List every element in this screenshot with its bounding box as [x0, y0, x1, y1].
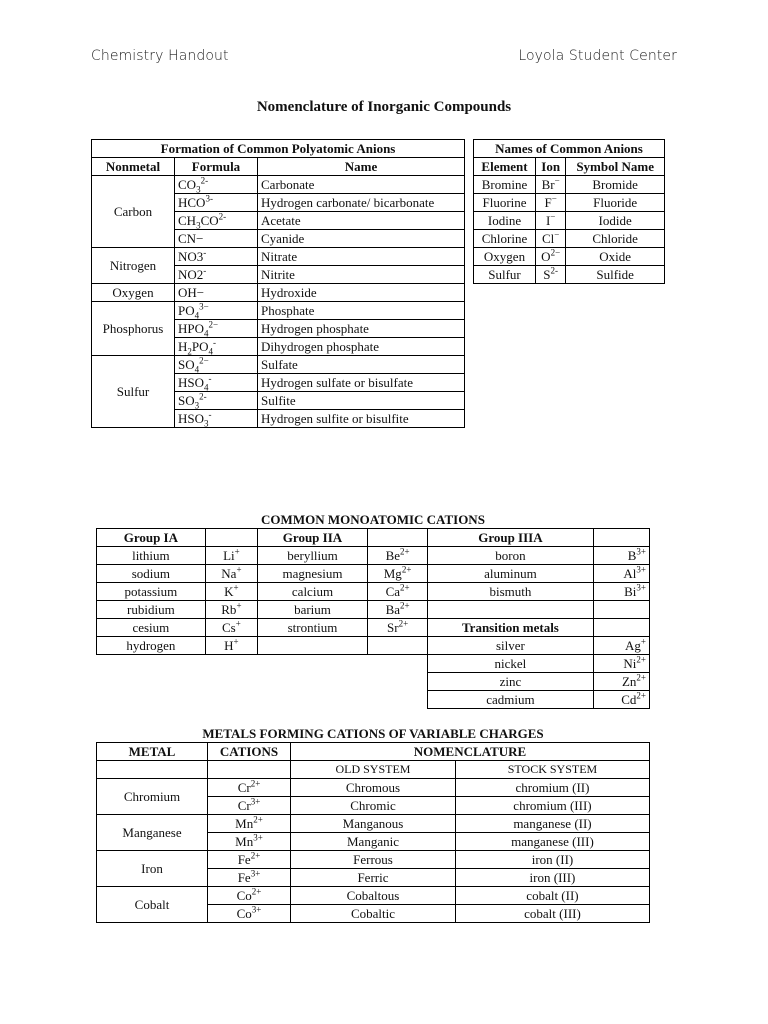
col-nonmetal: Nonmetal: [92, 158, 175, 176]
ion-cell: [536, 248, 566, 266]
col-formula: Formula: [175, 158, 258, 176]
formula-base: SO: [178, 357, 195, 372]
formula-cell: [175, 320, 258, 338]
anion-name-cell: Hydrogen sulfite or bisulfite: [258, 410, 465, 428]
empty-cell: [367, 691, 427, 709]
ion-symbol: F: [544, 195, 552, 210]
cation-symbol: Cs: [221, 620, 236, 635]
cation-charge: 2+: [251, 886, 262, 897]
anion-name-cell: Dihydrogen phosphate: [258, 338, 465, 356]
cation-symbol: Mn: [235, 834, 254, 849]
symbol-name-cell: Bromide: [566, 176, 665, 194]
cation-symbol: Cd: [621, 692, 637, 707]
anion-name-cell: Phosphate: [258, 302, 465, 320]
old-system-name: Chromous: [291, 779, 456, 797]
group-iia-name: magnesium: [258, 565, 368, 583]
metal-cell: Chromium: [97, 779, 208, 815]
group-ia-symbol: [205, 601, 257, 619]
nonmetal-cell: Oxygen: [92, 284, 175, 302]
group-ia-header: Group IA: [97, 529, 206, 547]
formula-base-2: PO: [191, 339, 209, 354]
group-iiia-name: boron: [428, 547, 593, 565]
empty-cell: [258, 673, 368, 691]
old-system-name: Cobaltous: [291, 887, 456, 905]
formula-charge: -: [203, 247, 207, 258]
cations-caption: COMMON MONOATOMIC CATIONS: [261, 512, 485, 527]
empty-cell: [367, 655, 427, 673]
ion-symbol: I: [545, 213, 551, 228]
ion-cell: [536, 194, 566, 212]
col-symbol-name: Symbol Name: [566, 158, 665, 176]
group-iia-symbol: [367, 601, 427, 619]
nonmetal-cell: Carbon: [92, 176, 175, 248]
formula-base: NO2: [178, 267, 204, 282]
group-iiia-header: Group IIIA: [428, 529, 593, 547]
group-iia-symbol: [367, 583, 427, 601]
formula-cell: [175, 266, 258, 284]
old-system-name: Manganous: [291, 815, 456, 833]
empty-cell: [97, 691, 206, 709]
formula-base: CO: [178, 177, 197, 192]
polyatomic-anions-table: [91, 139, 465, 428]
ion-charge: 2−: [550, 247, 561, 258]
cation-symbol: Rb: [221, 602, 237, 617]
formula-subscript-2: 4: [208, 346, 214, 357]
cation-charge: +: [236, 564, 242, 575]
formula-charge: -: [208, 373, 212, 384]
cation-charge: 3+: [251, 904, 262, 915]
ion-symbol: O: [541, 249, 551, 264]
formula-base: SO: [178, 393, 195, 408]
anion-name-cell: Acetate: [258, 212, 465, 230]
formula-cell: [175, 374, 258, 392]
table-row: [97, 565, 650, 583]
group-ia-symbol-header: [205, 529, 257, 547]
group-iiia-name: bismuth: [428, 583, 593, 601]
cation-cell: [208, 869, 291, 887]
cation-charge: 2+: [250, 850, 261, 861]
group-iia-name: beryllium: [258, 547, 368, 565]
cation-charge: 2+: [636, 690, 646, 701]
col-element: Element: [474, 158, 536, 176]
cation-charge: +: [234, 546, 240, 557]
empty-cell: [97, 673, 206, 691]
group-ia-name: sodium: [97, 565, 206, 583]
group-iia-name: calcium: [258, 583, 368, 601]
cation-symbol: Cr: [237, 798, 251, 813]
formula-base: CN: [178, 231, 197, 246]
ion-charge: −: [554, 229, 560, 240]
anion-name-cell: Hydroxide: [258, 284, 465, 302]
stock-system-name: manganese (II): [455, 815, 649, 833]
anion-name-cell: Nitrate: [258, 248, 465, 266]
cation-symbol: Na: [221, 566, 237, 581]
ion-charge: 2-: [550, 265, 559, 276]
cation-charge: 3+: [636, 564, 646, 575]
cation-cell: [208, 797, 291, 815]
cation-symbol: Ni: [623, 656, 637, 671]
group-iia-symbol: [367, 565, 427, 583]
formula-cell: [175, 176, 258, 194]
formula-charge: −: [196, 285, 205, 300]
table-row: [97, 637, 650, 655]
stock-system-name: iron (III): [455, 869, 649, 887]
cation-charge: 2+: [400, 582, 410, 593]
metal-cell: Manganese: [97, 815, 208, 851]
anion-name-cell: Hydrogen phosphate: [258, 320, 465, 338]
element-cell: Chlorine: [474, 230, 536, 248]
group-iiia-symbol: [593, 601, 649, 619]
transition-name: zinc: [428, 673, 593, 691]
formula-cell: [175, 302, 258, 320]
empty-cell: [258, 655, 368, 673]
cation-symbol: Li: [223, 548, 235, 563]
table-row: [97, 583, 650, 601]
element-cell: Sulfur: [474, 266, 536, 284]
transition-symbol: [593, 691, 649, 709]
element-cell: Bromine: [474, 176, 536, 194]
formula-subscript: 2: [187, 346, 192, 357]
formula-cell: [175, 248, 258, 266]
nonmetal-cell: Phosphorus: [92, 302, 175, 356]
ion-cell: [536, 230, 566, 248]
header-left: Chemistry Handout: [91, 48, 229, 64]
cation-charge: 2+: [401, 564, 412, 575]
empty-cell: [367, 673, 427, 691]
cation-symbol: Fe: [237, 852, 251, 867]
symbol-name-cell: Iodide: [566, 212, 665, 230]
formula-base: CH: [178, 213, 197, 228]
element-cell: Fluorine: [474, 194, 536, 212]
common-anions-table: [473, 139, 665, 284]
metal-cell: Iron: [97, 851, 208, 887]
stock-system-name: iron (II): [455, 851, 649, 869]
formula-base: HSO: [178, 375, 205, 390]
cation-symbol: Mg: [383, 566, 402, 581]
stock-system-name: chromium (II): [455, 779, 649, 797]
group-iiia-name: silver: [428, 637, 593, 655]
transition-name: nickel: [428, 655, 593, 673]
cation-symbol: K: [224, 584, 234, 599]
formula-charge: −: [196, 231, 204, 246]
cation-symbol: B: [627, 548, 637, 563]
formula-subscript: 4: [204, 328, 209, 339]
group-ia-name: rubidium: [97, 601, 206, 619]
metal-cell: Cobalt: [97, 887, 208, 923]
polyatomic-caption: Formation of Common Polyatomic Anions: [92, 140, 465, 158]
cation-charge: 3+: [636, 546, 646, 557]
formula-cell: [175, 338, 258, 356]
cation-charge: +: [640, 636, 646, 647]
ion-cell: [536, 266, 566, 284]
cation-charge: 3+: [636, 582, 646, 593]
anion-name-cell: Hydrogen sulfate or bisulfate: [258, 374, 465, 392]
formula-base: HCO: [178, 195, 206, 210]
ion-symbol: Cl: [541, 231, 555, 246]
formula-subscript: 3: [196, 220, 201, 231]
ion-symbol: Br: [541, 177, 555, 192]
cation-charge: 2+: [253, 814, 263, 825]
symbol-name-cell: Chloride: [566, 230, 665, 248]
formula-charge: -: [203, 265, 207, 276]
col-cations: CATIONS: [208, 743, 291, 761]
formula-cell: [175, 212, 258, 230]
cation-symbol: Al: [623, 566, 637, 581]
ion-charge: −: [554, 175, 560, 186]
formula-cell: [175, 356, 258, 374]
formula-charge: -: [208, 409, 212, 420]
table-row: [474, 248, 665, 266]
group-iiia-name: aluminum: [428, 565, 593, 583]
formula-subscript: 3: [204, 418, 209, 429]
table-row: [97, 691, 650, 709]
cation-charge: 2+: [398, 618, 409, 629]
formula-subscript: 3: [196, 184, 201, 195]
cation-charge: 3+: [253, 832, 263, 843]
table-row: [92, 176, 465, 194]
transition-header: Transition metals: [428, 619, 593, 637]
cation-charge: +: [233, 582, 239, 593]
table-row: [97, 655, 650, 673]
group-ia-symbol: [205, 637, 257, 655]
col-name: Name: [258, 158, 465, 176]
formula-base-2: CO: [200, 213, 219, 228]
old-system-name: Ferric: [291, 869, 456, 887]
table-row: [92, 356, 465, 374]
formula-base: H: [178, 339, 188, 354]
formula-base: NO3: [178, 249, 204, 264]
formula-cell: [175, 284, 258, 302]
table-row: [474, 212, 665, 230]
cation-symbol: Ba: [385, 602, 401, 617]
formula-charge: 3−: [199, 301, 209, 312]
group-ia-name: potassium: [97, 583, 206, 601]
cation-symbol: Zn: [621, 674, 637, 689]
cation-symbol: Mn: [235, 816, 254, 831]
stock-system-name: chromium (III): [455, 797, 649, 815]
group-iia-name: [258, 637, 368, 655]
old-system-name: Chromic: [291, 797, 456, 815]
group-iiia-symbol: [593, 583, 649, 601]
empty-cell: [258, 691, 368, 709]
formula-charge: 2-: [200, 175, 209, 186]
variable-caption: METALS FORMING CATIONS OF VARIABLE CHARGES: [202, 726, 544, 741]
formula-cell: [175, 410, 258, 428]
cation-charge: 2+: [636, 654, 646, 665]
group-iiia-name: [428, 601, 593, 619]
col-metal: METAL: [97, 743, 208, 761]
empty-cell: [205, 673, 257, 691]
element-cell: Oxygen: [474, 248, 536, 266]
cation-symbol: Co: [236, 906, 252, 921]
ion-charge: −: [550, 211, 556, 222]
old-system-name: Manganic: [291, 833, 456, 851]
col-ion: Ion: [536, 158, 566, 176]
transition-symbol: [593, 673, 649, 691]
cation-symbol: Be: [385, 548, 401, 563]
cation-symbol: H: [224, 638, 234, 653]
group-iia-header: Group IIA: [258, 529, 368, 547]
table-row: [474, 194, 665, 212]
stock-system-name: manganese (III): [455, 833, 649, 851]
blank-cell: [593, 619, 649, 637]
anion-name-cell: Hydrogen carbonate/ bicarbonate: [258, 194, 465, 212]
table-row: [92, 302, 465, 320]
formula-charge: 2-: [199, 391, 207, 402]
formula-subscript: 4: [194, 310, 200, 321]
formula-subscript: 3: [194, 400, 200, 411]
cation-charge: 2+: [400, 600, 410, 611]
ion-charge: −: [551, 193, 557, 204]
formula-cell: [175, 194, 258, 212]
element-cell: Iodine: [474, 212, 536, 230]
formula-subscript: 4: [194, 364, 200, 375]
formula-charge: 2−: [208, 319, 219, 330]
ion-cell: [536, 212, 566, 230]
cation-charge: +: [235, 618, 241, 629]
cation-charge: 2+: [636, 672, 646, 683]
table-row: [97, 547, 650, 565]
group-iia-name: barium: [258, 601, 368, 619]
formula-charge: 2−: [199, 355, 209, 366]
group-iia-symbol: [367, 547, 427, 565]
empty-cell: [205, 655, 257, 673]
transition-symbol: [593, 655, 649, 673]
variable-charges-table: [96, 742, 650, 923]
table-row: [92, 248, 465, 266]
group-iiia-symbol: [593, 637, 649, 655]
symbol-name-cell: Sulfide: [566, 266, 665, 284]
anion-name-cell: Sulfate: [258, 356, 465, 374]
table-row: [97, 673, 650, 691]
cation-charge: +: [236, 600, 242, 611]
formula-charge: 2-: [218, 211, 227, 222]
cation-symbol: Sr: [387, 620, 399, 635]
group-iia-symbol: [367, 619, 427, 637]
col-nomenclature: NOMENCLATURE: [291, 743, 650, 761]
ion-cell: [536, 176, 566, 194]
table-row: [97, 619, 650, 637]
cation-symbol: Ag: [625, 638, 641, 653]
stock-system-header: STOCK SYSTEM: [455, 761, 649, 779]
table-row: [97, 887, 650, 905]
anion-name-cell: Carbonate: [258, 176, 465, 194]
stock-system-name: cobalt (II): [455, 887, 649, 905]
table-row: [474, 266, 665, 284]
stock-system-name: cobalt (III): [455, 905, 649, 923]
group-iiia-symbol: [593, 565, 649, 583]
group-iiia-symbol: [593, 547, 649, 565]
group-iia-symbol: [367, 637, 427, 655]
formula-charge: -: [213, 337, 217, 348]
nonmetal-cell: Nitrogen: [92, 248, 175, 284]
blank-cell: [208, 761, 291, 779]
cation-symbol: Cr: [237, 780, 251, 795]
formula-cell: [175, 392, 258, 410]
table-row: [97, 815, 650, 833]
group-ia-symbol: [205, 565, 257, 583]
cation-symbol: Ca: [385, 584, 401, 599]
table-row: [97, 601, 650, 619]
cation-charge: 3+: [250, 796, 261, 807]
ion-symbol: S: [543, 267, 551, 282]
monoatomic-cations-table: [96, 528, 650, 709]
group-ia-name: cesium: [97, 619, 206, 637]
cation-charge: 2+: [400, 546, 410, 557]
formula-base: OH: [178, 285, 197, 300]
formula-subscript: 4: [204, 382, 209, 393]
cation-charge: +: [233, 636, 239, 647]
old-system-name: Ferrous: [291, 851, 456, 869]
group-ia-symbol: [205, 547, 257, 565]
group-ia-name: lithium: [97, 547, 206, 565]
anion-name-cell: Cyanide: [258, 230, 465, 248]
table-row: [474, 230, 665, 248]
cation-cell: [208, 887, 291, 905]
old-system-name: Cobaltic: [291, 905, 456, 923]
formula-base: HPO: [178, 321, 205, 336]
blank-cell: [97, 761, 208, 779]
table-row: [92, 284, 465, 302]
group-iiia-symbol-header: [593, 529, 649, 547]
cation-charge: 3+: [250, 868, 261, 879]
cation-cell: [208, 851, 291, 869]
cation-cell: [208, 779, 291, 797]
formula-base: HSO: [178, 411, 205, 426]
empty-cell: [205, 691, 257, 709]
header-right: Loyola Student Center: [518, 48, 677, 64]
formula-cell: [175, 230, 258, 248]
group-iia-symbol-header: [367, 529, 427, 547]
formula-charge: 3-: [205, 193, 213, 204]
anion-name-cell: Nitrite: [258, 266, 465, 284]
cation-cell: [208, 905, 291, 923]
group-ia-symbol: [205, 583, 257, 601]
empty-cell: [97, 655, 206, 673]
anion-name-cell: Sulfite: [258, 392, 465, 410]
formula-base: PO: [178, 303, 195, 318]
table-row: [97, 851, 650, 869]
group-ia-name: hydrogen: [97, 637, 206, 655]
symbol-name-cell: Fluoride: [566, 194, 665, 212]
page-title: Nomenclature of Inorganic Compounds: [256, 99, 512, 115]
group-iia-name: strontium: [258, 619, 368, 637]
table-row: [97, 779, 650, 797]
group-ia-symbol: [205, 619, 257, 637]
anions-caption: Names of Common Anions: [474, 140, 665, 158]
cation-symbol: Bi: [624, 584, 637, 599]
symbol-name-cell: Oxide: [566, 248, 665, 266]
old-system-header: OLD SYSTEM: [291, 761, 456, 779]
cation-symbol: Fe: [237, 870, 251, 885]
nonmetal-cell: Sulfur: [92, 356, 175, 428]
cation-cell: [208, 833, 291, 851]
cation-cell: [208, 815, 291, 833]
cation-charge: 2+: [250, 778, 261, 789]
table-row: [474, 176, 665, 194]
cation-symbol: Co: [236, 888, 252, 903]
transition-name: cadmium: [428, 691, 593, 709]
